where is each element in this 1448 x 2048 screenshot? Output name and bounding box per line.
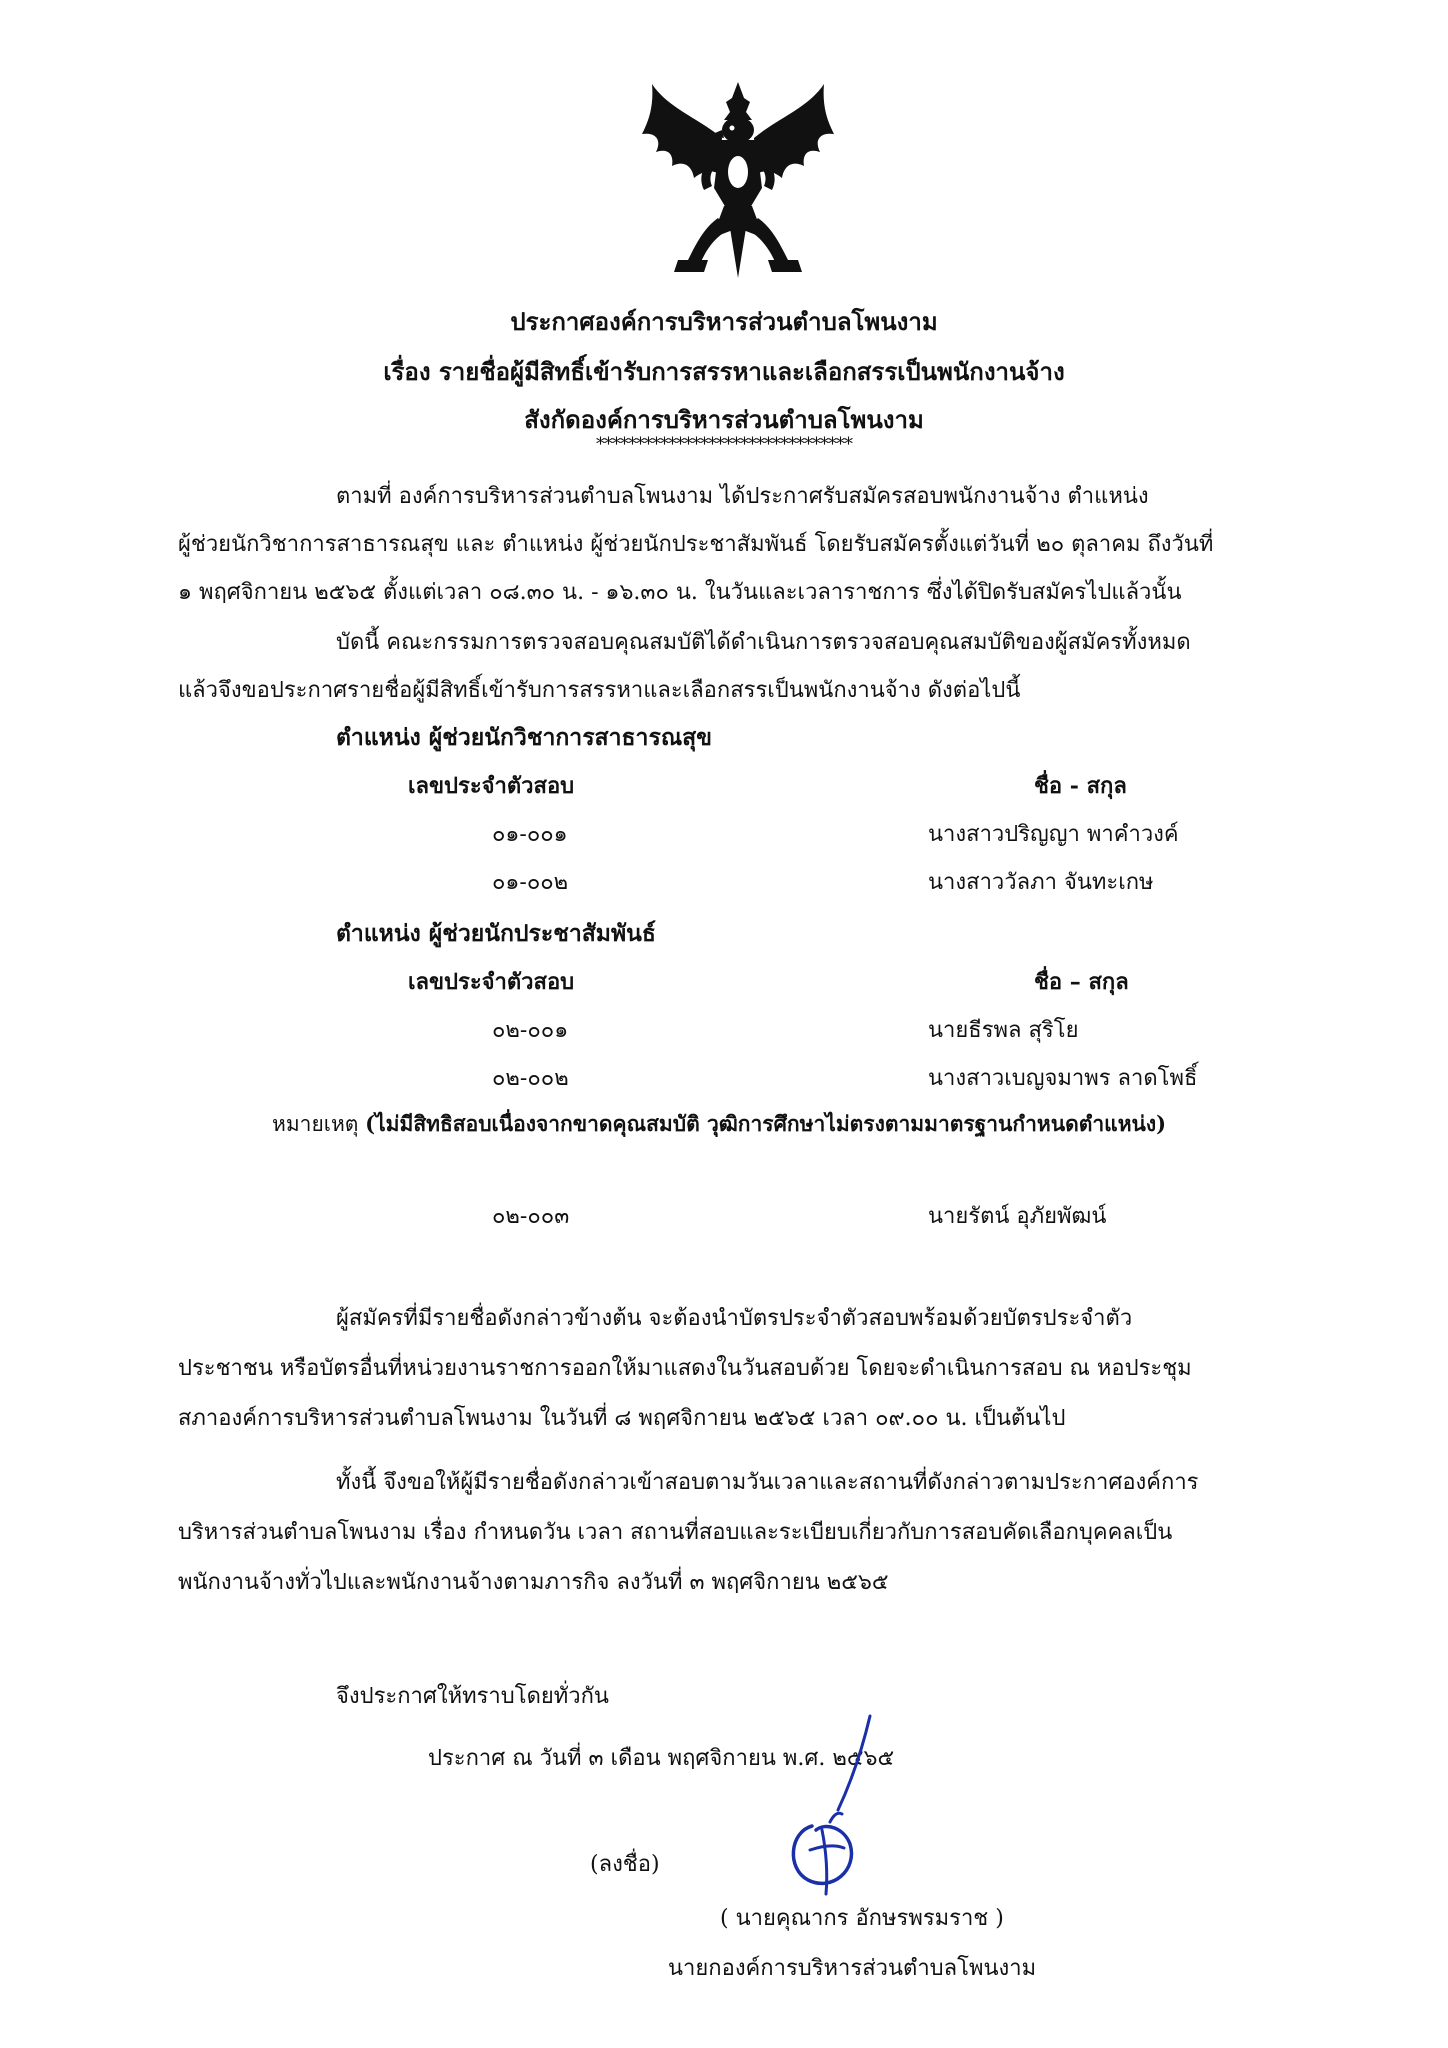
intro-line: ตามที่ องค์การบริหารส่วนตำบลโพนงาม ได้ประกาศรับสมัครสอบพนักงานจ้าง ตำแหน่ง [336,484,1149,509]
sign-label: (ลงชื่อ) [590,1852,660,1877]
intro-line: ๑ พฤศจิกายน ๒๕๖๕ ตั้งแต่เวลา ๐๘.๓๐ น. - ๑๖.๓๐ น. ในวันและเวลาราชการ ซึ่งได้ปิดรับสมัครไปแล้วนั้น [178,580,1182,605]
exam-line: ทั้งนี้ จึงขอให้ผู้มีรายชื่อดังกล่าวเข้าสอบตามวันเวลาและสถานที่ดังกล่าวตามประกาศองค์การ [336,1470,1199,1495]
exam-id: ๐๒-๐๐๑ [492,1018,569,1043]
announcement-date: ประกาศ ณ วันที่ ๓ เดือน พฤศจิกายน พ.ศ. ๒๕๖๕ [428,1746,895,1771]
intro-line: แล้วจึงขอประกาศรายชื่อผู้มีสิทธิ์เข้ารับการสรรหาและเลือกสรรเป็นพนักงานจ้าง ดังต่อไปนี้ [178,678,1021,703]
candidate-name: นางสาวเบญจมาพร ลาดโพธิ์ [928,1066,1198,1091]
candidate-name: นายรัตน์ อุภัยพัฒน์ [928,1204,1107,1229]
intro-line: บัดนี้ คณะกรรมการตรวจสอบคุณสมบัติได้ดำเนินการตรวจสอบคุณสมบัติของผู้สมัครทั้งหมด [336,630,1191,655]
position-title: ตำแหน่ง ผู้ช่วยนักประชาสัมพันธ์ [336,920,656,947]
position-title: ตำแหน่ง ผู้ช่วยนักวิชาการสาธารณสุข [336,724,712,751]
handwritten-signature [740,1710,910,1920]
exam-id: ๐๑-๐๐๑ [492,822,568,847]
remark-text: (ไม่มีสิทธิสอบเนื่องจากขาดคุณสมบัติ วุฒิการศึกษาไม่ตรงตามมาตรฐานกำหนดตำแหน่ง) [365,1111,1167,1136]
exam-id: ๐๒-๐๐๓ [492,1204,570,1229]
column-header-name: ชื่อ - สกุล [1034,773,1127,799]
exam-id: ๐๒-๐๐๒ [492,1066,569,1091]
exam-line: ผู้สมัครที่มีรายชื่อดังกล่าวข้างต้น จะต้องนำบัตรประจำตัวสอบพร้อมด้วยบัตรประจำตัว [336,1306,1133,1331]
header-affiliation: สังกัดองค์การบริหารส่วนตำบลโพนงาม [524,405,924,434]
garuda-emblem-icon [638,78,838,283]
remark [272,1108,1166,1141]
header-subject: เรื่อง รายชื่อผู้มีสิทธิ์เข้ารับการสรรหาและเลือกสรรเป็นพนักงานจ้าง [383,357,1065,386]
remark-label: หมายเหตุ [272,1112,359,1136]
column-header-name: ชื่อ – สกุล [1034,969,1129,995]
candidate-name: นางสาวปริญญา พาคำวงค์ [928,822,1179,847]
header-separator: ******************************** [596,434,852,455]
intro-line: ผู้ช่วยนักวิชาการสาธารณสุข และ ตำแหน่ง ผู้ช่วยนักประชาสัมพันธ์ โดยรับสมัครตั้งแต่วันที่ ๒๐ ตุลาคม ถึงวันที่ [178,532,1214,557]
signer-title: นายกองค์การบริหารส่วนตำบลโพนงาม [668,1956,1037,1981]
candidate-name: นายธีรพล สุริโย [928,1018,1079,1043]
header-title: ประกาศองค์การบริหารส่วนตำบลโพนงาม [510,307,938,336]
candidate-name: นางสาววัลภา จันทะเกษ [928,870,1154,895]
exam-line: ประชาชน หรือบัตรอื่นที่หน่วยงานราชการออกให้มาแสดงในวันสอบด้วย โดยจะดำเนินการสอบ ณ หอประชุม [178,1356,1192,1381]
column-header-exam-id: เลขประจำตัวสอบ [408,969,575,995]
exam-id: ๐๑-๐๐๒ [492,870,569,895]
closing-notice: จึงประกาศให้ทราบโดยทั่วกัน [336,1684,609,1709]
column-header-exam-id: เลขประจำตัวสอบ [408,773,575,799]
signer-name: ( นายคุณากร อักษรพรมราช ) [720,1906,1004,1931]
exam-line: พนักงานจ้างทั่วไปและพนักงานจ้างตามภารกิจ ลงวันที่ ๓ พฤศจิกายน ๒๕๖๕ [178,1570,889,1595]
exam-line: สภาองค์การบริหารส่วนตำบลโพนงาม ในวันที่ ๘ พฤศจิกายน ๒๕๖๕ เวลา ๐๙.๐๐ น. เป็นต้นไป [178,1406,1066,1431]
exam-line: บริหารส่วนตำบลโพนงาม เรื่อง กำหนดวัน เวลา สถานที่สอบและระเบียบเกี่ยวกับการสอบคัดเลือกบุคคลเป็น [178,1520,1173,1545]
